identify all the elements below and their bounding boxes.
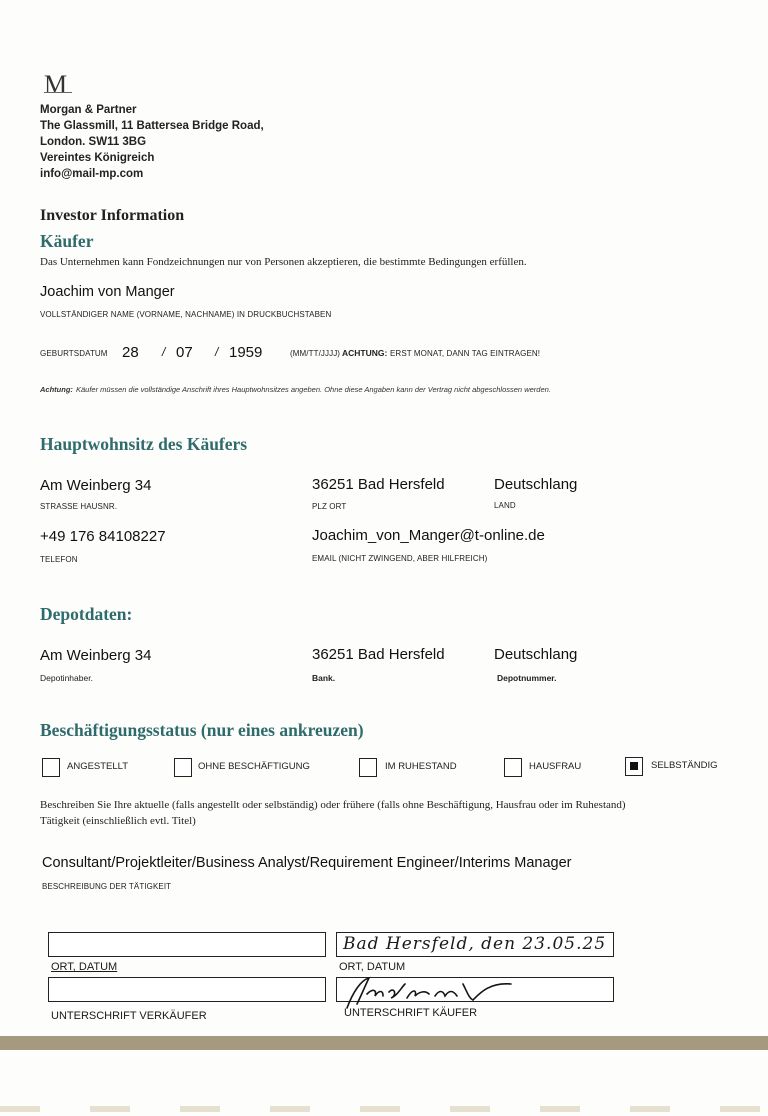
buyer-date-label: ORT, DATUM — [339, 961, 406, 973]
birth-format: (MM/TT/JJJJ) — [290, 349, 341, 358]
country-value: Deutschlang — [494, 476, 578, 493]
scan-edge-marks — [0, 1106, 768, 1112]
buyer-intro: Das Unternehmen kann Fondzeichnungen nur von Personen akzeptieren, die bestimmte Bedingungen erfüllen. — [40, 256, 527, 268]
birth-day: 28 — [122, 344, 139, 361]
birth-warning: ERST MONAT, DANN TAG EINTRAGEN! — [390, 349, 541, 358]
company-city: London. SW11 3BG — [40, 136, 147, 148]
buyer-name-value: Joachim von Manger — [40, 284, 175, 300]
buyer-signature-field[interactable] — [336, 977, 614, 1002]
checkbox-im-ruhestand[interactable] — [359, 758, 377, 777]
street-value: Am Weinberg 34 — [40, 477, 152, 494]
activity-instruction-2: Tätigkeit (einschließlich evtl. Titel) — [40, 815, 196, 827]
street-caption: STRASSE HAUSNR. — [40, 502, 118, 511]
phone-value: +49 176 84108227 — [40, 528, 166, 545]
seller-date-field[interactable] — [48, 932, 326, 957]
checkbox-label: HAUSFRAU — [529, 761, 582, 772]
activity-caption: BESCHREIBUNG DER TÄTIGKEIT — [42, 882, 172, 891]
birth-label: GEBURTSDATUM — [40, 349, 108, 358]
seller-date-label — [51, 961, 117, 973]
investor-heading: Investor Information — [40, 207, 185, 224]
depot-bank-caption: Bank. — [312, 673, 336, 683]
company-name: Morgan & Partner — [40, 104, 137, 116]
birth-separator: / — [162, 345, 166, 359]
buyer-name-caption: VOLLSTÄNDIGER NAME (VORNAME, NACHNAME) IN DRUCKBUCHSTABEN — [40, 310, 332, 319]
checkbox-label: OHNE BESCHÄFTIGUNG — [198, 761, 310, 772]
city-caption: PLZ ORT — [312, 502, 347, 511]
birth-separator: / — [215, 345, 219, 359]
buyer-sign-label: UNTERSCHRIFT KÄUFER — [344, 1007, 478, 1019]
buyer-heading: Käufer — [40, 231, 94, 251]
depot-heading: Depotdaten: — [40, 604, 133, 624]
buyer-date-field[interactable] — [336, 932, 614, 957]
birth-month: 07 — [176, 344, 193, 361]
country-caption: LAND — [494, 501, 516, 510]
birth-warning-label: ACHTUNG: — [342, 348, 388, 358]
email-value: Joachim_von_Manger@t-online.de — [312, 527, 545, 544]
address-note-label: Achtung: — [40, 385, 73, 394]
company-email: info@mail-mp.com — [40, 168, 144, 180]
residence-heading: Hauptwohnsitz des Käufers — [40, 434, 248, 454]
logo-rule — [44, 92, 72, 93]
phone-caption: TELEFON — [40, 555, 78, 564]
email-caption: EMAIL (NICHT ZWINGEND, ABER HILFREICH) — [312, 554, 488, 563]
checkbox-selbstaendig[interactable] — [625, 757, 643, 776]
address-note: Käufer müssen die vollständige Anschrift ihres Hauptwohnsitzes angeben. Ohne diese Angaben kann der Vertrag nicht abgeschlossen werden. — [76, 385, 551, 394]
city-value: 36251 Bad Hersfeld — [312, 476, 445, 493]
buyer-date-handwritten: Bad Hersfeld, den 23.05.25 — [343, 934, 607, 954]
checkbox-hausfrau[interactable] — [504, 758, 522, 777]
birth-year: 1959 — [229, 344, 263, 361]
checkbox-label: ANGESTELLT — [67, 761, 129, 772]
depot-holder-caption: Depotinhaber. — [40, 673, 93, 683]
company-country: Vereintes Königreich — [40, 152, 155, 164]
buyer-signature-scribble — [339, 972, 519, 1012]
activity-instruction: Beschreiben Sie Ihre aktuelle (falls angestellt oder selbständig) oder frühere (falls ohne Beschäftigung, Hausfrau oder im Ruhestand) — [40, 799, 626, 811]
depot-bank-value: 36251 Bad Hersfeld — [312, 646, 445, 663]
depot-holder-value: Am Weinberg 34 — [40, 647, 152, 664]
logo-letter: M — [44, 70, 69, 99]
company-street: The Glassmill, 11 Battersea Bridge Road, — [40, 120, 264, 132]
checkbox-angestellt[interactable] — [42, 758, 60, 777]
checkbox-label: IM RUHESTAND — [385, 761, 457, 772]
seller-date-label-text: ORT, DATUM — [51, 961, 118, 973]
seller-signature-field[interactable] — [48, 977, 326, 1002]
company-logo — [44, 70, 68, 100]
employment-heading: Beschäftigungsstatus (nur eines ankreuzen) — [40, 720, 364, 740]
activity-value: Consultant/Projektleiter/Business Analyst/Requirement Engineer/Interims Manager — [42, 855, 572, 871]
depot-number-caption: Depotnummer. — [497, 673, 557, 683]
scan-edge-band — [0, 1036, 768, 1050]
checkbox-ohne-beschaeftigung[interactable] — [174, 758, 192, 777]
checkbox-label: SELBSTÄNDIG — [651, 760, 718, 771]
depot-number-value: Deutschlang — [494, 646, 578, 663]
seller-sign-label: UNTERSCHRIFT VERKÄUFER — [51, 1010, 207, 1022]
